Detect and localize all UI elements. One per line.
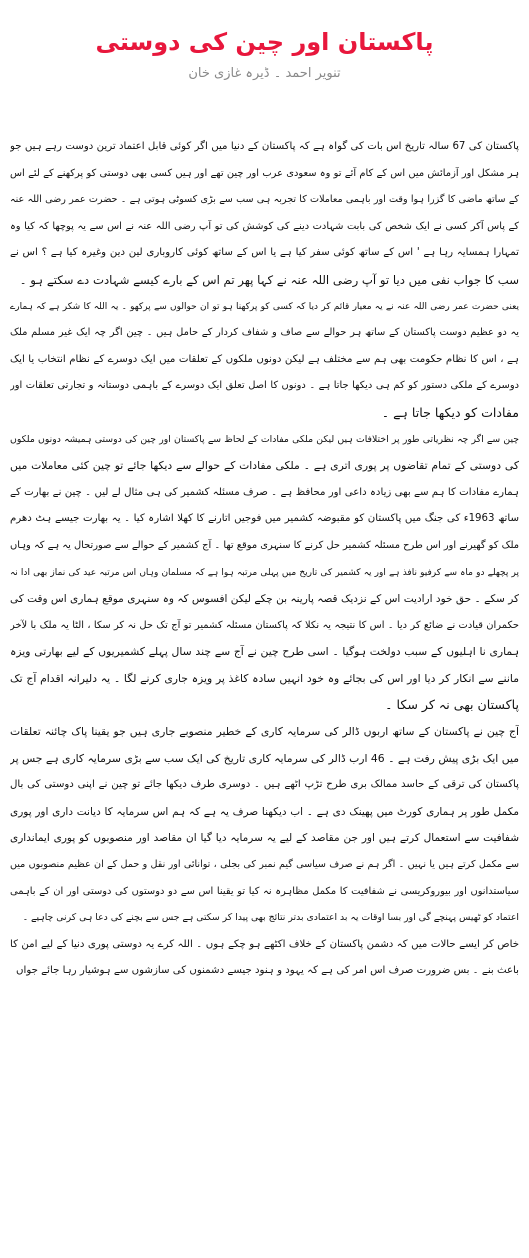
paragraph-line: ہمارے مفادات کا ہم سے بھی زیادہ داعی اور محافظ ہے ۔ صرف مسئلہ کشمیر کی ہی مثال لے لیں ۔ چین نے بھارت کے [10,486,519,498]
article-paragraph [10,427,519,720]
paragraph-line: اعتماد کو ٹھیس پہنچے گی اور بسا اوقات یہ بد اعتمادی بدتر نتائج بھی پیدا کر سکتی ہے جس سے بچنے کی دعا ہی کرنی چاہیے ۔ [22,912,519,924]
paragraph-line: مکمل طور پر ہماری کورٹ میں پھینک دی ہے ۔ اب دیکھنا صرف یہ ہے کہ ہم اس سرمایہ کا دیانت داری اور پوری [10,805,519,818]
paragraph-line: چین سے اگر چہ نظریاتی طور پر اختلافات ہیں لیکن ملکی مفادات کے لحاظ سے پاکستان اور چین کی دوستی ہمیشہ دونوں ملکوں [10,433,519,445]
paragraph-line: سیاستدانوں اور بیوروکریسی نے شفافیت کا مکمل مظاہرہ نہ کیا تو یقینا اس سے دو دوستوں کی دوستی اور ان کے باہمی [10,885,519,897]
paragraph-line: ملک کو گھیرنے اور اس طرح مسئلہ کشمیر حل کرنے کا سنہری موقع تھا ۔ آج کشمیر کے حوالے سے صورتحال یہ ہے کہ وہاں [10,539,519,551]
article-paragraph [10,932,519,985]
paragraph-line: کر سکے ۔ حق خود ارادیت اس کے نزدیک قصہ پارینہ بن چکے لیکن افسوس کہ وہ سنہری موقع ہماری اس وقت کی [10,593,519,606]
paragraph-line: پر پچھلے دو ماہ سے کرفیو نافذ ہے اور یہ کشمیر کی تاریخ میں پہلی مرتبہ ہوا ہے کہ مسلمان وہاں اس مرتبہ عید کی نماز بھی ادا نہ [10,567,519,578]
paragraph-line: ہماری نا اہلیوں کے سبب دولخت ہوگیا ۔ اسی طرح چین نے آج سے چند سال پہلے کشمیریوں کے لیے بھارتی ویزہ [10,645,519,659]
paragraph-line: باعث بنے ۔ بس ضرورت صرف اس امر کی ہے کہ یہود و ہنود جیسے دشمنوں کی سازشوں سے ہوشیار رہا جائے جواں [16,965,519,977]
paragraph-line: پاکستان کی 67 سالہ تاریخ اس بات کی گواہ ہے کہ پاکستان کے دنیا میں اگر کوئی قابل اعتماد ترین دوست رہے ہیں جو [10,141,519,152]
paragraph-line: حکمران قیادت نے ضائع کر دیا ۔ اس کا نتیجہ یہ نکلا کہ پاکستان مسئلہ کشمیر تو آج تک حل نہ کر سکا ، الٹا یہ ملک با لآخر [10,619,519,631]
article-body [10,134,519,985]
paragraph-line: سے مکمل کرتے ہیں یا نہیں ۔ اگر ہم نے صرف سیاسی گیم نمبر کی بجلی ، توانائی اور نقل و حمل کے ان عظیم منصوبوں میں [10,859,519,871]
article-paragraph [10,294,519,427]
paragraph-line: شفافیت سے استعمال کرتے ہیں اور جن مقاصد کے لیے یہ سرمایہ دیا گیا ان مقاصد اور منصوبوں کو پوری ایمانداری [10,832,519,845]
paragraph-line: پاکستان کی ترقی کے حاسد ممالک بری طرح تڑپ اٹھے ہیں ۔ دوسری طرف دیکھا جائے تو چین نے اپنی دوستی کی بال [10,779,519,791]
paragraph-line: سب کا جواب نفی میں دیا تو آپ رضی اللہ عنہ نے کہا پھر تم اس کے بارے کیسے شہادت دے سکتے ہو ۔ [19,272,519,287]
paragraph-line: یعنی حضرت عمر رضی اللہ عنہ نے یہ معیار قائم کر دیا کہ کسی کو پرکھنا ہو تو ان حوالوں سے پرکھو ۔ یہ اللہ کا شکر ہے کہ ہمارے [10,301,519,312]
paragraph-line: ساتھ 1963ء کی جنگ میں پاکستان کو مقبوضہ کشمیر میں فوجیں اتارنے کا کھلا اشارہ کیا ۔ یہ بھارت جیسے ہٹ دھرم [10,513,519,525]
paragraph-line: ہر مشکل اور آزمائش میں اس کے کام آئے تو وہ سعودی عرب اور چین تھے اور ہیں کسی بھی دوستی کو پرکھنے کے لئے اس [10,167,519,179]
paragraph-line: دوسرے کے ملکی دستور کو کم ہی دیکھا جاتا ہے ۔ دونوں کا اصل تعلق ایک دوسرے کے باہمی دوستانہ و تجارتی تعلقات اور [10,380,519,392]
paragraph-line: خاص کر ایسے حالات میں کہ دشمن پاکستان کے خلاف اکٹھے ہو چکے ہوں ۔ اللہ کرے یہ دوستی پوری دنیا کے لیے امن کا [10,938,519,950]
paragraph-line: آج چین نے پاکستان کے ساتھ اربوں ڈالر کی سرمایہ کاری کے خطیر منصوبے جاری ہیں جو یقینا پاک چائنہ تعلقات [10,725,519,739]
paragraph-line: ماننے سے انکار کر دیا اور اس کی بجائے وہ خود انہیں سادہ کاغذ پر ویزہ جاری کرنے لگا ۔ یہ دلیرانہ اقدام آج تک [10,671,519,685]
article-paragraph [10,719,519,932]
paragraph-line: کے پاس آکر کسی نے ایک شخص کی بابت شہادت دینے کی کوشش کی تو آپ رضی اللہ عنہ نے اس سے یہ پوچھا کہ کیا وہ [10,220,519,232]
paragraph-line: کی دوستی کے تمام تقاضوں پر پوری اتری ہے ۔ ملکی مفادات کے حوالے سے دیکھا جائے تو چین کئی معاملات میں [10,459,519,473]
article-byline: تنویر احمد ۔ ڈیرہ غازی خان [188,66,341,81]
paragraph-line: تمہارا ہمسایہ رہا ہے ' اس کے ساتھ کوئی سفر کیا ہے یا اس کے ساتھ کوئی کاروباری لین دین وغیرہ کیا ہے ؟ اس نے [10,247,519,259]
article-title: پاکستان اور چین کی دوستی [95,28,434,57]
paragraph-line: پاکستان بھی نہ کر سکا ۔ [385,697,519,713]
paragraph-line: مفادات کو دیکھا جاتا ہے ۔ [381,404,519,420]
paragraph-line: یہ دو عظیم دوست پاکستان کے ساتھ ہر حوالے سے صاف و شفاف کردار کے حامل ہیں ۔ چین اگر چہ ایک غیر مسلم ملک [10,327,519,339]
paragraph-line: میں ایک بڑی پیش رفت ہے ۔ 46 ارب ڈالر کی سرمایہ کاری تاریخ کی ایک سب سے بڑی سرمایہ کاری ہے جس پر [10,751,519,765]
article-paragraph [10,134,519,294]
paragraph-line: کے ساتھ ماضی کا گزرا ہوا وقت اور باہمی معاملات کا تجربہ ہی سب سے بڑی کسوٹی ہوتی ہے ۔ حضرت عمر رضی اللہ عنہ [10,194,519,206]
paragraph-line: ہے ، اس کا نظام حکومت بھی ہم سے مختلف ہے لیکن دونوں ملکوں کے تعلقات میں ایک دوسرے کے نظام انتخاب یا ایک [10,353,519,365]
